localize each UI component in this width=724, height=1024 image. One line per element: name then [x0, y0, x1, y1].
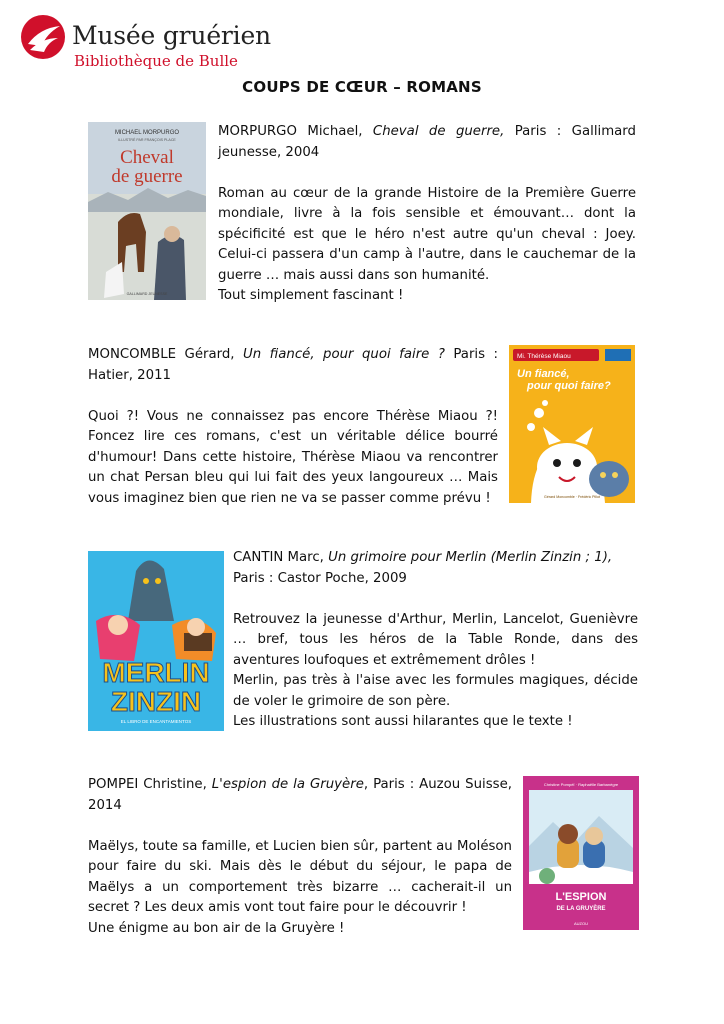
cover-title-2: DE LA GRUYÈRE [556, 906, 606, 912]
book-author: CANTIN Marc, [233, 550, 329, 565]
book-author: POMPEI Christine, [88, 777, 212, 792]
book-description-merlin: Merlin, pas très à l'aise avec les formules magiques, décide de voler le grimoire de son père. [233, 673, 638, 709]
book-description: Quoi ?! Vous ne connaissez pas encore Thérèse Miaou ?! Foncez lire ces romans, c'est un véritable délice bourré d'humour! Dans cette histoire, Thérèse Miaou va rencontrer un chat Persan bleu qui lui fait des yeux langoureux … Mais vous imaginez bien que rien ne va se passer comme prévu ! [88, 408, 498, 506]
book-publisher: Paris : Castor Poche, 2009 [233, 570, 407, 586]
cover-title-2: ZINZIN [110, 686, 202, 717]
cover-publisher: AUZOU [574, 921, 588, 926]
book-title: Cheval de guerre, [372, 124, 505, 139]
cover-title-1: Cheval [120, 147, 174, 168]
museum-logo-icon [20, 14, 66, 60]
book-reference [218, 122, 636, 163]
book-entry-3 [233, 548, 638, 733]
book-description-closing: Une énigme au bon air de la Gruyère ! [88, 920, 345, 936]
book-entry-2 [88, 345, 498, 509]
logo-subtitle: Bibliothèque de Bulle [74, 52, 238, 70]
cover-series: Mi. Thérèse Miaou [517, 353, 571, 360]
book-reference [88, 345, 498, 386]
cover-authors: Gérard Moncomble · Frédéric Pillot [544, 495, 600, 499]
logo-title: Musée gruérien [72, 21, 271, 50]
book-cover-merlin-zinzin [88, 551, 224, 731]
cover-illustrator: ILLUSTRÉ PAR FRANÇOIS PLACE [118, 138, 176, 142]
book-title: Un fiancé, pour quoi faire ? [243, 347, 445, 362]
cover-title-2: de guerre [111, 166, 183, 187]
museum-logo [20, 12, 271, 74]
book-cover-espion-de-la-gruyere [523, 776, 639, 930]
cover-title-1: MERLIN [102, 657, 210, 688]
book-title: Un grimoire pour Merlin (Merlin Zinzin ; 1), [328, 550, 613, 565]
book-entry-1 [218, 122, 636, 307]
book-reference [233, 548, 638, 589]
cover-title-2: pour quoi faire? [527, 380, 611, 392]
book-title: L'espion de la Gruyère [211, 777, 364, 792]
book-description-closing: Les illustrations sont aussi hilarantes que le texte ! [233, 714, 573, 729]
book-publisher: Paris : Hatier, 2011 [88, 347, 498, 383]
cover-publisher: GALLIMARD JEUNESSE [126, 292, 168, 296]
cover-title-1: Un fiancé, [517, 368, 570, 380]
cover-author: MICHAEL MORPURGO [114, 130, 180, 136]
cover-authors: Christine Pompéï · Raphaëlle Barbanègre [543, 782, 619, 787]
book-description-closing: Tout simplement fascinant ! [218, 288, 404, 303]
cover-title-1: L'ESPION [555, 891, 607, 903]
book-entry-4 [88, 775, 512, 939]
book-cover-un-fiance [509, 345, 635, 503]
book-description: Roman au cœur de la grande Histoire de la Première Guerre mondiale, livre à la fois sensible et émouvant… dont la spécificité est que le héro n'est autre qu'un cheval : Joey. Celui-ci passera d'un camp à l'autre, dans le cauchemar de la guerre … mais aussi dans son humanité. [218, 185, 636, 283]
book-cover-cheval-de-guerre [88, 122, 206, 300]
book-description: Retrouvez la jeunesse d'Arthur, Merlin, Lancelot, Guenièvre … bref, tous les héros de la Table Ronde, dans des aventures loufoques et extrêmement drôles ! [233, 611, 638, 668]
book-author: MORPURGO Michael, [218, 124, 373, 139]
book-publisher: , Paris : Auzou Suisse, 2014 [88, 777, 512, 813]
cover-subtitle: EL LIBRO DE ENCANTAMIENTOS [120, 719, 192, 724]
book-reference [88, 775, 512, 816]
book-description: Maëlys, toute sa famille, et Lucien bien sûr, partent au Moléson pour faire du ski. Mais dès le début du séjour, le papa de Maëlys a un comportement très bizarre … cacherait-il un secret ? Les deux amis vont tout faire pour le découvrir ! [88, 838, 512, 915]
page-title: COUPS DE CŒUR – ROMANS [242, 78, 482, 96]
book-author: MONCOMBLE Gérard, [88, 347, 244, 362]
book-publisher: Paris : Gallimard jeunesse, 2004 [218, 124, 636, 160]
